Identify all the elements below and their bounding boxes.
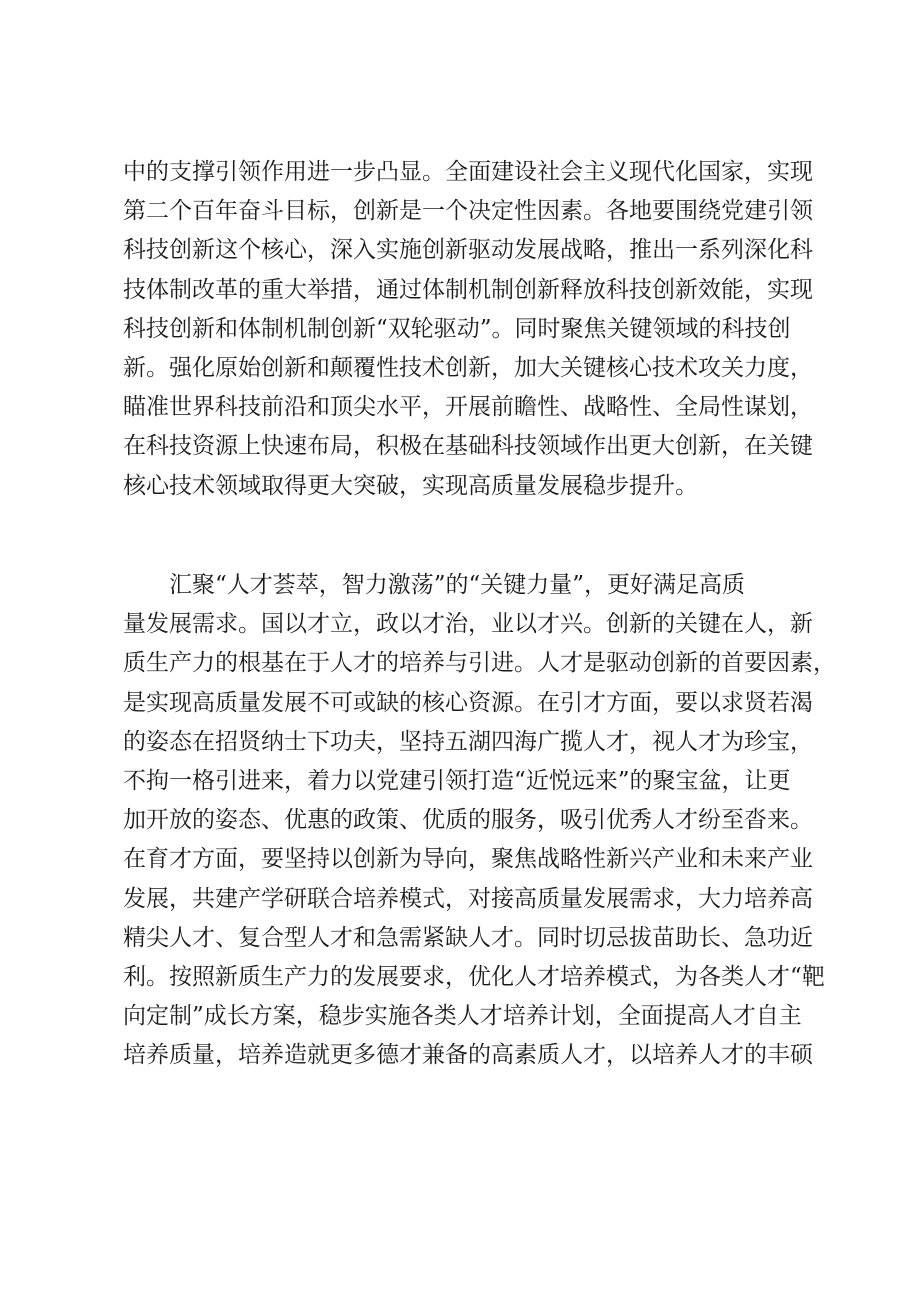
paragraph-2-first-line: 汇聚“人才荟萃，智力激荡”的“关键力量”，更好满足高质 bbox=[169, 572, 746, 598]
paragraph-2-line: 在育才方面，要坚持以创新为导向，聚焦战略性新兴产业和未来产业 bbox=[123, 846, 813, 873]
paragraph-1-line: 科技创新这个核心，深入实施创新驱动发展战略，推出一系列深化科 bbox=[123, 237, 813, 264]
paragraph-2 bbox=[123, 566, 836, 1075]
paragraph-2-line: 培养质量，培养造就更多德才兼备的高素质人才，以培养人才的丰硕 bbox=[123, 1042, 813, 1069]
paragraph-2-line: 发展，共建产学研联合培养模式，对接高质量发展需求，大力培养高 bbox=[123, 885, 813, 912]
paragraph-1-line: 在科技资源上快速布局，积极在基础科技领域作出更大创新，在关键 bbox=[123, 433, 813, 460]
paragraph-2-line: 不拘一格引进来，着力以党建引领打造“近悦远来”的聚宝盆，让更 bbox=[123, 767, 791, 794]
paragraph-1-line: 核心技术领域取得更大突破，实现高质量发展稳步提升。 bbox=[123, 472, 698, 499]
paragraph-2-line: 是实现高质量发展不可或缺的核心资源。在引才方面，要以求贤若渴 bbox=[123, 689, 813, 716]
paragraph-1-line: 技体制改革的重大举措，通过体制机制创新释放科技创新效能，实现 bbox=[123, 276, 813, 303]
paragraph-1 bbox=[123, 153, 813, 506]
paragraph-2-line: 精尖人才、复合型人才和急需紧缺人才。同时切忌拔苗助长、急功近 bbox=[123, 924, 813, 951]
paragraph-2-line: 的姿态在招贤纳士下功夫，坚持五湖四海广揽人才，视人才为珍宝， bbox=[123, 728, 813, 755]
paragraph-2-line: 向定制”成长方案，稳步实施各类人才培养计划，全面提高人才自主 bbox=[123, 1003, 802, 1030]
paragraph-2-line: 加开放的姿态、优惠的政策、优质的服务，吸引优秀人才纷至沓来。 bbox=[123, 807, 813, 834]
paragraph-2-line: 利。按照新质生产力的发展要求，优化人才培养模式，为各类人才“靶 bbox=[123, 963, 825, 990]
paragraph-1-line: 中的支撑引领作用进一步凸显。全面建设社会主义现代化国家，实现 bbox=[123, 159, 813, 185]
paragraph-1-line: 科技创新和体制机制创新“双轮驱动”。同时聚焦关键领域的科技创 bbox=[123, 315, 791, 342]
paragraph-2-line: 量发展需求。国以才立，政以才治，业以才兴。创新的关键在人，新 bbox=[123, 611, 813, 638]
paragraph-1-line: 瞄准世界科技前沿和顶尖水平，开展前瞻性、战略性、全局性谋划， bbox=[123, 394, 813, 421]
paragraph-1-line: 第二个百年奋斗目标，创新是一个决定性因素。各地要围绕党建引领 bbox=[123, 198, 813, 225]
paragraph-2-line: 质生产力的根基在于人才的培养与引进。人才是驱动创新的首要因素， bbox=[123, 650, 836, 677]
paragraph-1-line: 新。强化原始创新和颠覆性技术创新，加大关键核心技术攻关力度， bbox=[123, 354, 813, 381]
